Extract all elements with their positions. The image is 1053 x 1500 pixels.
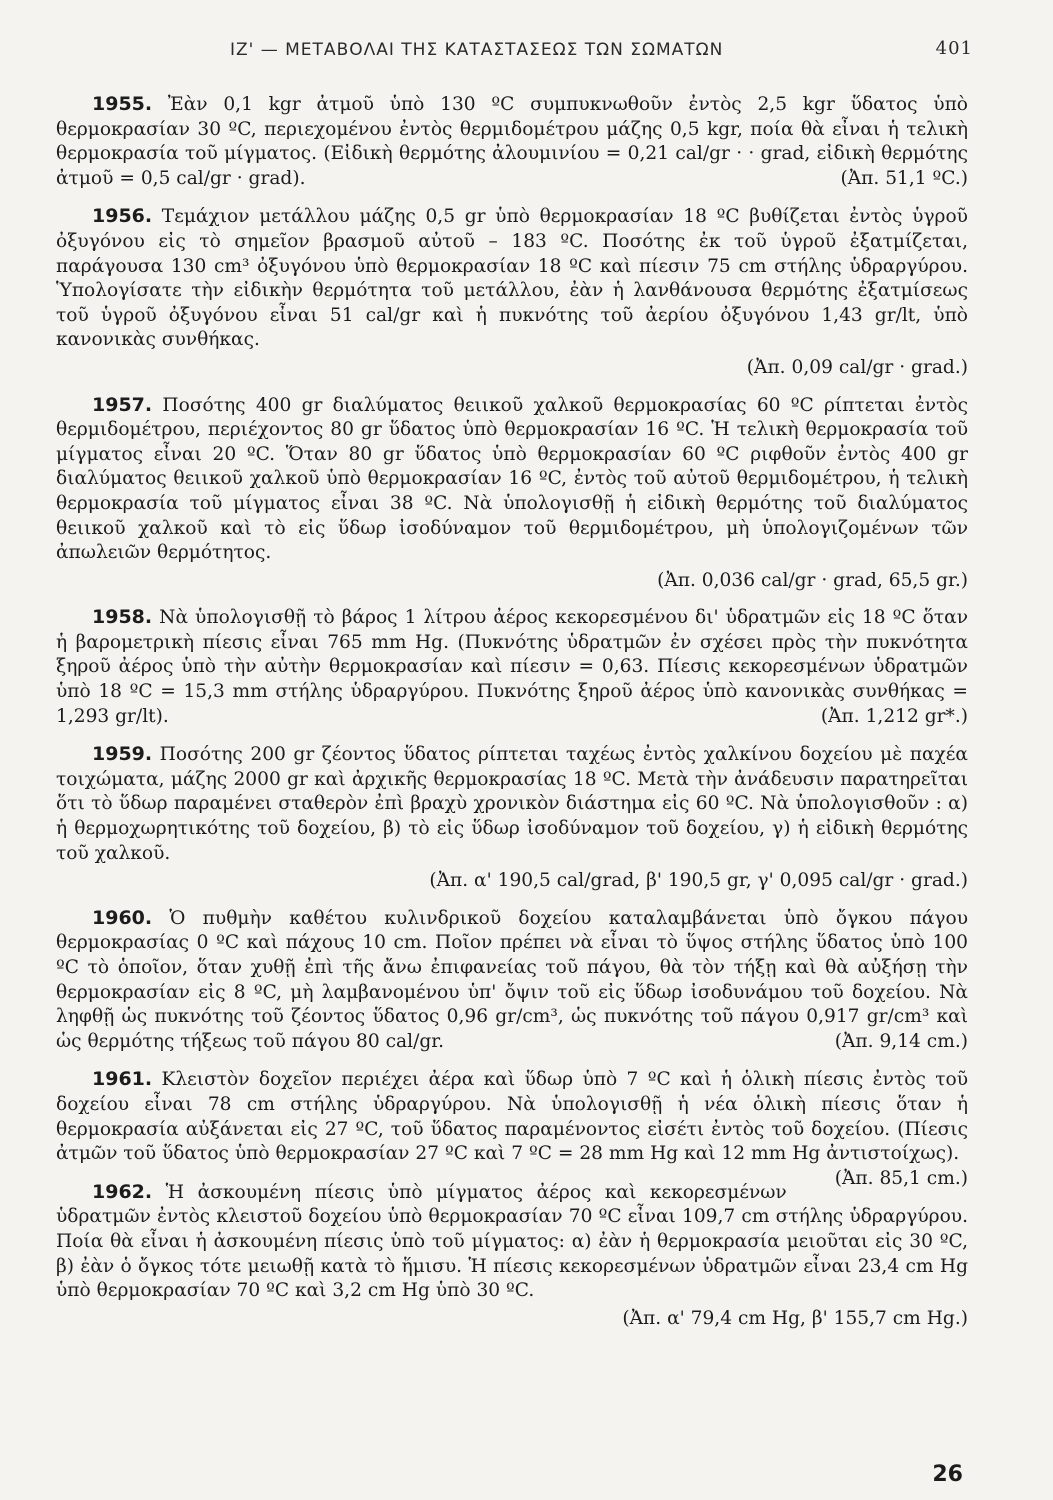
problem-text: Ποσότης 200 gr ζέοντος ὕδατος ρίπτεται ταχέως ἐντὸς χαλκίνου δοχείου μὲ παχέα τοιχώματα, μάζης 2000 gr καὶ ἀρχικῆς θερμοκρασίας 18 ºC. Μετὰ τὴν ἀνάδευσιν παρατηρεῖται ὅτι τὸ ὕδωρ παραμένει σταθερὸν ἐπὶ βραχὺ χρονικὸν διάστημα εἰς 60 ºC. Νὰ ὑπολογισθοῦν : α) ἡ θερμοχωρητικότης τοῦ δοχείου, β) τὸ εἰς ὕδωρ ἰσοδύναμον τοῦ δοχείου, γ) ἡ εἰδικὴ θερμότης τοῦ χαλκοῦ. <box>56 744 968 864</box>
problem-1957 <box>56 393 968 566</box>
problem-number: 1957. <box>92 393 153 416</box>
problem-1958 <box>56 605 968 729</box>
problem-text: Ὁ πυθμὴν καθέτου κυλινδρικοῦ δοχείου καταλαμβάνεται ὑπὸ ὄγκου πάγου θερμοκρασίας 0 ºC καὶ πάχους 10 cm. Ποῖον πρέπει νὰ εἶναι τὸ ὕψος στήλης ὕδατος ὑπὸ 100 ºC τὸ ὁποῖον, ὅταν χυθῇ ἐπὶ τῆς ἄνω ἐπιφανείας τοῦ πάγου, θὰ τὸν τήξῃ καὶ θὰ αὐξήσῃ τὴν θερμοκρασίαν εἰς 8 ºC, μὴ λαμβανομένου ὑπ' ὄψιν τοῦ εἰς ὕδωρ ἰσοδυνάμου τοῦ δοχείου. Νὰ ληφθῇ ὡς πυκνότης τοῦ ζέοντος ὕδατος 0,96 gr/cm³, ὡς πυκνότης τοῦ πάγου 0,917 gr/cm³ καὶ ὡς θερμότης τήξεως τοῦ πάγου 80 cal/gr. <box>56 907 968 1052</box>
page-number: 401 <box>935 38 973 59</box>
problem-answer: (Ἀπ. 9,14 cm.) <box>834 1030 968 1052</box>
problem-number: 1960. <box>92 906 153 929</box>
problem-number: 1958. <box>92 606 153 629</box>
problem-answer: (Ἀπ. 85,1 cm.) <box>834 1167 968 1189</box>
problem-number: 1962. <box>92 1180 153 1203</box>
problem-text: Ἐὰν 0,1 kgr ἀτμοῦ ὑπὸ 130 ºC συμπυκνωθοῦν ἐντὸς 2,5 kgr ὕδατος ὑπὸ θερμοκρασίαν 30 ºC, περιεχομένου ἐντὸς θερμιδομέτρου μάζης 0,5 kgr, ποία θὰ εἶναι ἡ τελικὴ θερμοκρασία τοῦ μίγματος. (Εἰδικὴ θερμότης ἀλουμινίου = 0,21 cal/gr · · grad, εἰδικὴ θερμότης ἀτμοῦ = 0,5 cal/gr · grad). <box>56 94 969 189</box>
problem-answer: (Ἀπ. 1,212 gr*.) <box>820 705 968 727</box>
problem-answer: (Ἀπ. α' 79,4 cm Hg, β' 155,7 cm Hg.) <box>622 1307 968 1329</box>
problem-text: Νὰ ὑπολογισθῇ τὸ βάρος 1 λίτρου ἀέρος κεκορεσμένου δι' ὑδρατμῶν εἰς 18 ºC ὅταν ἡ βαρομετρικὴ πίεσις εἶναι 765 mm Hg. (Πυκνότης ὑδρατμῶν ἐν σχέσει πρὸς τὴν πυκνότητα ξηροῦ ἀέρος ὑπὸ τὴν αὐτὴν θερμοκρασίαν καὶ πίεσιν = 0,63. Πίεσις κεκορεσμένων ὑδρατμῶν ὑπὸ 18 ºC = 15,3 mm στήλης ὑδραργύρου. Πυκνότης ξηροῦ ἀέρος ὑπὸ κανονικὰς συνθήκας = 1,293 gr/lt). <box>56 607 969 727</box>
problem-1960 <box>56 906 968 1055</box>
problem-1959 <box>56 742 968 866</box>
problem-number: 1961. <box>92 1068 153 1091</box>
problem-1955 <box>56 92 968 191</box>
problem-answer: (Ἀπ. 51,1 ºC.) <box>840 167 968 189</box>
problem-1956 <box>56 204 968 353</box>
problem-text: Ποσότης 400 gr διαλύματος θειικοῦ χαλκοῦ θερμοκρασίας 60 ºC ρίπτεται ἐντὸς θερμιδομέτρου, περιέχοντος 80 gr ὕδατος ὑπὸ θερμοκρασίαν 16 ºC. Ἡ τελικὴ θερμοκρασία τοῦ μίγματος εἶναι 20 ºC. Ὅταν 80 gr ὕδατος ὑπὸ θερμοκρασίαν 60 ºC ριφθοῦν ἐντὸς 400 gr διαλύματος θειικοῦ χαλκοῦ ὑπὸ θερμοκρασίαν 16 ºC, ἐντὸς τοῦ αὐτοῦ θερμιδομέτρου, ἡ τελικὴ θερμοκρασία τοῦ μίγματος εἶναι 38 ºC. Νὰ ὑπολογισθῇ ἡ εἰδικὴ θερμότης τοῦ διαλύματος θειικοῦ χαλκοῦ καὶ τὸ εἰς ὕδωρ ἰσοδύναμον τοῦ θερμιδομέτρου, μὴ ὑπολογιζομένων τῶν ἀπωλειῶν θερμότητος. <box>56 394 968 564</box>
problem-1961 <box>56 1067 968 1189</box>
problem-1962 <box>56 1180 968 1304</box>
signature-mark: 26 <box>932 1462 963 1487</box>
problems-list <box>56 92 968 1343</box>
problem-text: Τεμάχιον μετάλλου μάζης 0,5 gr ὑπὸ θερμοκρασίαν 18 ºC βυθίζεται ἐντὸς ὑγροῦ ὀξυγόνου εἰς τὸ σημεῖον βρασμοῦ αὐτοῦ – 183 ºC. Ποσότης ἐκ τοῦ ὑγροῦ ἐξατμίζεται, παράγουσα 130 cm³ ὀξυγόνου ὑπὸ θερμοκρασίαν 18 ºC καὶ πίεσιν 75 cm στήλης ὑδραργύρου. Ὑπολογίσατε τὴν εἰδικὴν θερμότητα τοῦ μετάλλου, ἐὰν ἡ λανθάνουσα θερμότης ἐξατμίσεως τοῦ ὑγροῦ ὀξυγόνου εἶναι 51 cal/gr καὶ ἡ πυκνότης τοῦ ἀερίου ὀξυγόνου 1,43 gr/lt, ὑπὸ κανονικὰς συνθήκας. <box>56 206 968 351</box>
problem-answer: (Ἀπ. 0,036 cal/gr · grad, 65,5 gr.) <box>657 569 968 591</box>
problem-number: 1959. <box>92 743 153 766</box>
problem-number: 1955. <box>92 93 153 115</box>
problem-answer: (Ἀπ. α' 190,5 cal/grad, β' 190,5 gr, γ' 0,095 cal/gr · grad.) <box>429 870 968 892</box>
problem-text: Ἡ ἀσκουμένη πίεσις ὑπὸ μίγματος ἀέρος καὶ κεκορεσμένων ὑδρατμῶν ἐντὸς κλειστοῦ δοχείου ὑπὸ θερμοκρασίαν 70 ºC εἶναι 109,7 cm στήλης ὑδραργύρου. Ποία θὰ εἶναι ἡ ἀσκουμένη πίεσις ὑπὸ τοῦ μίγματος: α) ἐὰν ἡ θερμοκρασία μειοῦται εἰς 30 ºC, β) ἐὰν ὁ ὄγκος τότε μειωθῇ κατὰ τὸ ἥμισυ. Ἡ πίεσις κεκορεσμένων ὑδρατμῶν εἶναι 23,4 cm Hg ὑπὸ θερμοκρασίαν 70 ºC καὶ 3,2 cm Hg ὑπὸ 30 ºC. <box>56 1181 968 1302</box>
running-header <box>170 40 973 70</box>
problem-number: 1956. <box>92 205 153 228</box>
problem-answer: (Ἀπ. 0,09 cal/gr · grad.) <box>746 356 968 378</box>
chapter-title: ΙΖ' — ΜΕΤΑΒΟΛΑΙ ΤΗΣ ΚΑΤΑΣΤΑΣΕΩΣ ΤΩΝ ΣΩΜΑΤΩΝ <box>230 40 724 60</box>
problem-text: Κλειστὸν δοχεῖον περιέχει ἀέρα καὶ ὕδωρ ὑπὸ 7 ºC καὶ ἡ ὁλικὴ πίεσις ἐντὸς τοῦ δοχείου εἶναι 78 cm στήλης ὑδραργύρου. Νὰ ὑπολογισθῇ ἡ νέα ὁλικὴ πίεσις ὅταν ἡ θερμοκρασία αὐξάνεται εἰς 27 ºC, τοῦ ὕδατος παραμένοντος εἰσέτι ἐντὸς τοῦ δοχείου. (Πίεσις ἀτμῶν τοῦ ὕδατος ὑπὸ θερμοκρασίαν 27 ºC καὶ 7 ºC = 28 mm Hg καὶ 12 mm Hg ἀντιστοίχως). <box>56 1069 968 1165</box>
